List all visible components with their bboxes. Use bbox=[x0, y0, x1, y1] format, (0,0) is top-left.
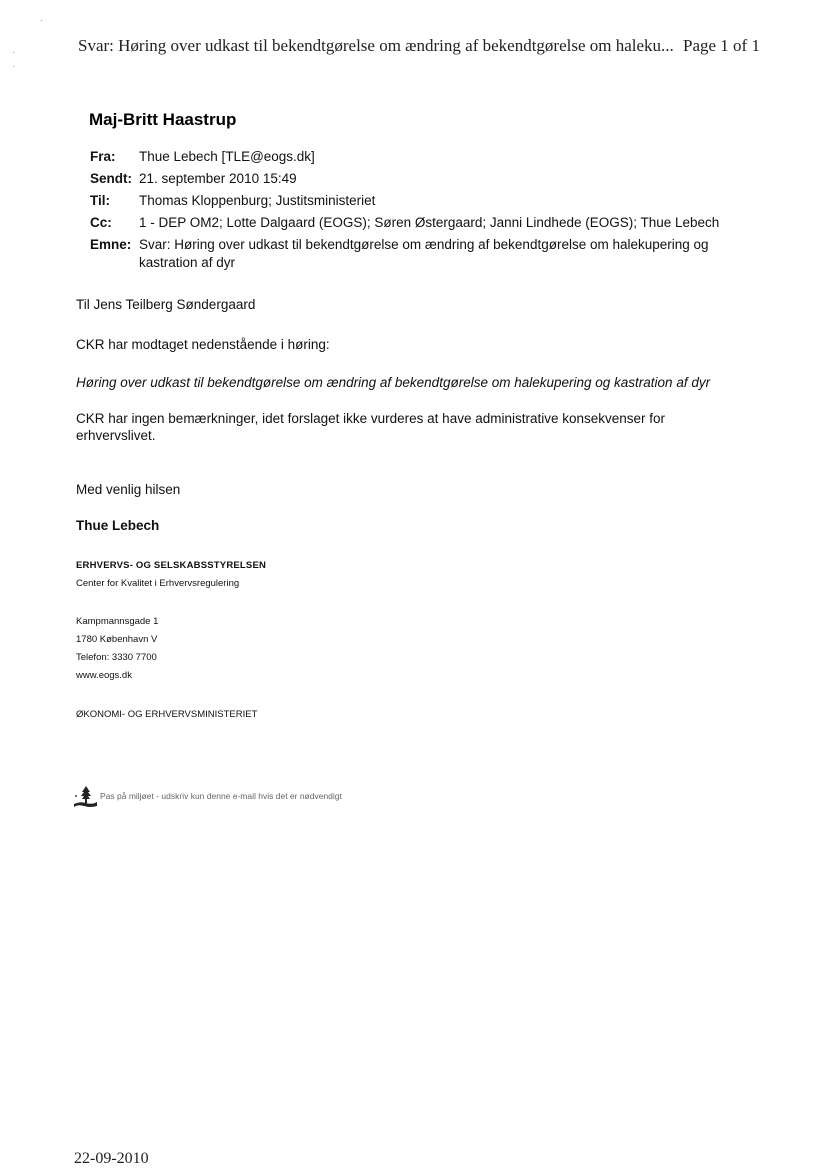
from-value: Thue Lebech [TLE@eogs.dk] bbox=[139, 149, 315, 164]
eco-notice-text: Pas på miljøet - udskriv kun denne e-mail hvis det er nødvendigt bbox=[100, 791, 342, 801]
signer-name: Thue Lebech bbox=[76, 518, 160, 533]
cc-row bbox=[90, 214, 750, 232]
address-street: Kampmannsgade 1 bbox=[76, 616, 159, 627]
field-label: Sendt: bbox=[90, 171, 132, 186]
consultation-title: Høring over udkast til bekendtgørelse om ændring af bekendtgørelse om halekupering og kastration af dyr bbox=[76, 375, 711, 390]
sent-row bbox=[90, 170, 750, 188]
margin-mark: · bbox=[40, 15, 44, 26]
to-row bbox=[90, 192, 750, 210]
website-link[interactable]: www.eogs.dk bbox=[76, 670, 132, 681]
margin-marks bbox=[12, 14, 44, 74]
tree-icon bbox=[72, 784, 98, 808]
subject-value: Svar: Høring over udkast til bekendtgørelse om ændring af bekendtgørelse om halekupering og kastration af dyr bbox=[139, 237, 709, 270]
print-header-title: Svar: Høring over udkast til bekendtgørelse om ændring af bekendtgørelse om haleku... bbox=[78, 36, 674, 55]
to-value: Thomas Kloppenburg; Justitsministeriet bbox=[139, 193, 376, 208]
address-city: 1780 København V bbox=[76, 634, 158, 645]
margin-mark: · bbox=[12, 47, 16, 58]
email-header-fields bbox=[90, 148, 750, 276]
closing: Med venlig hilsen bbox=[76, 482, 181, 497]
organization-unit: Center for Kvalitet i Erhvervsregulering bbox=[76, 578, 240, 589]
eco-notice bbox=[72, 784, 342, 808]
sent-value: 21. september 2010 15:49 bbox=[139, 171, 297, 186]
sender-name: Maj-Britt Haastrup bbox=[89, 110, 237, 129]
organization-name: ERHVERVS- OG SELSKABSSTYRELSEN bbox=[76, 560, 267, 571]
print-date: 22-09-2010 bbox=[74, 1150, 149, 1167]
phone-number: Telefon: 3330 7700 bbox=[76, 652, 157, 663]
subject-row bbox=[90, 236, 750, 272]
cc-value: 1 - DEP OM2; Lotte Dalgaard (EOGS); Søren Østergaard; Janni Lindhede (EOGS); Thue Lebech bbox=[139, 215, 720, 230]
print-page-number: Page 1 of 1 bbox=[683, 36, 760, 55]
body-paragraph: CKR har modtaget nedenstående i høring: bbox=[76, 337, 330, 352]
field-label: Emne: bbox=[90, 237, 132, 252]
field-label: Fra: bbox=[90, 149, 116, 164]
greeting: Til Jens Teilberg Søndergaard bbox=[76, 297, 256, 312]
from-row bbox=[90, 148, 750, 166]
field-label: Cc: bbox=[90, 215, 112, 230]
body-paragraph: CKR har ingen bemærkninger, idet forslaget ikke vurderes at have administrative konsekvenser for erhvervslivet. bbox=[76, 411, 666, 443]
ministry-name: ØKONOMI- OG ERHVERVSMINISTERIET bbox=[76, 709, 258, 720]
field-label: Til: bbox=[90, 193, 110, 208]
margin-mark: · bbox=[12, 61, 16, 72]
